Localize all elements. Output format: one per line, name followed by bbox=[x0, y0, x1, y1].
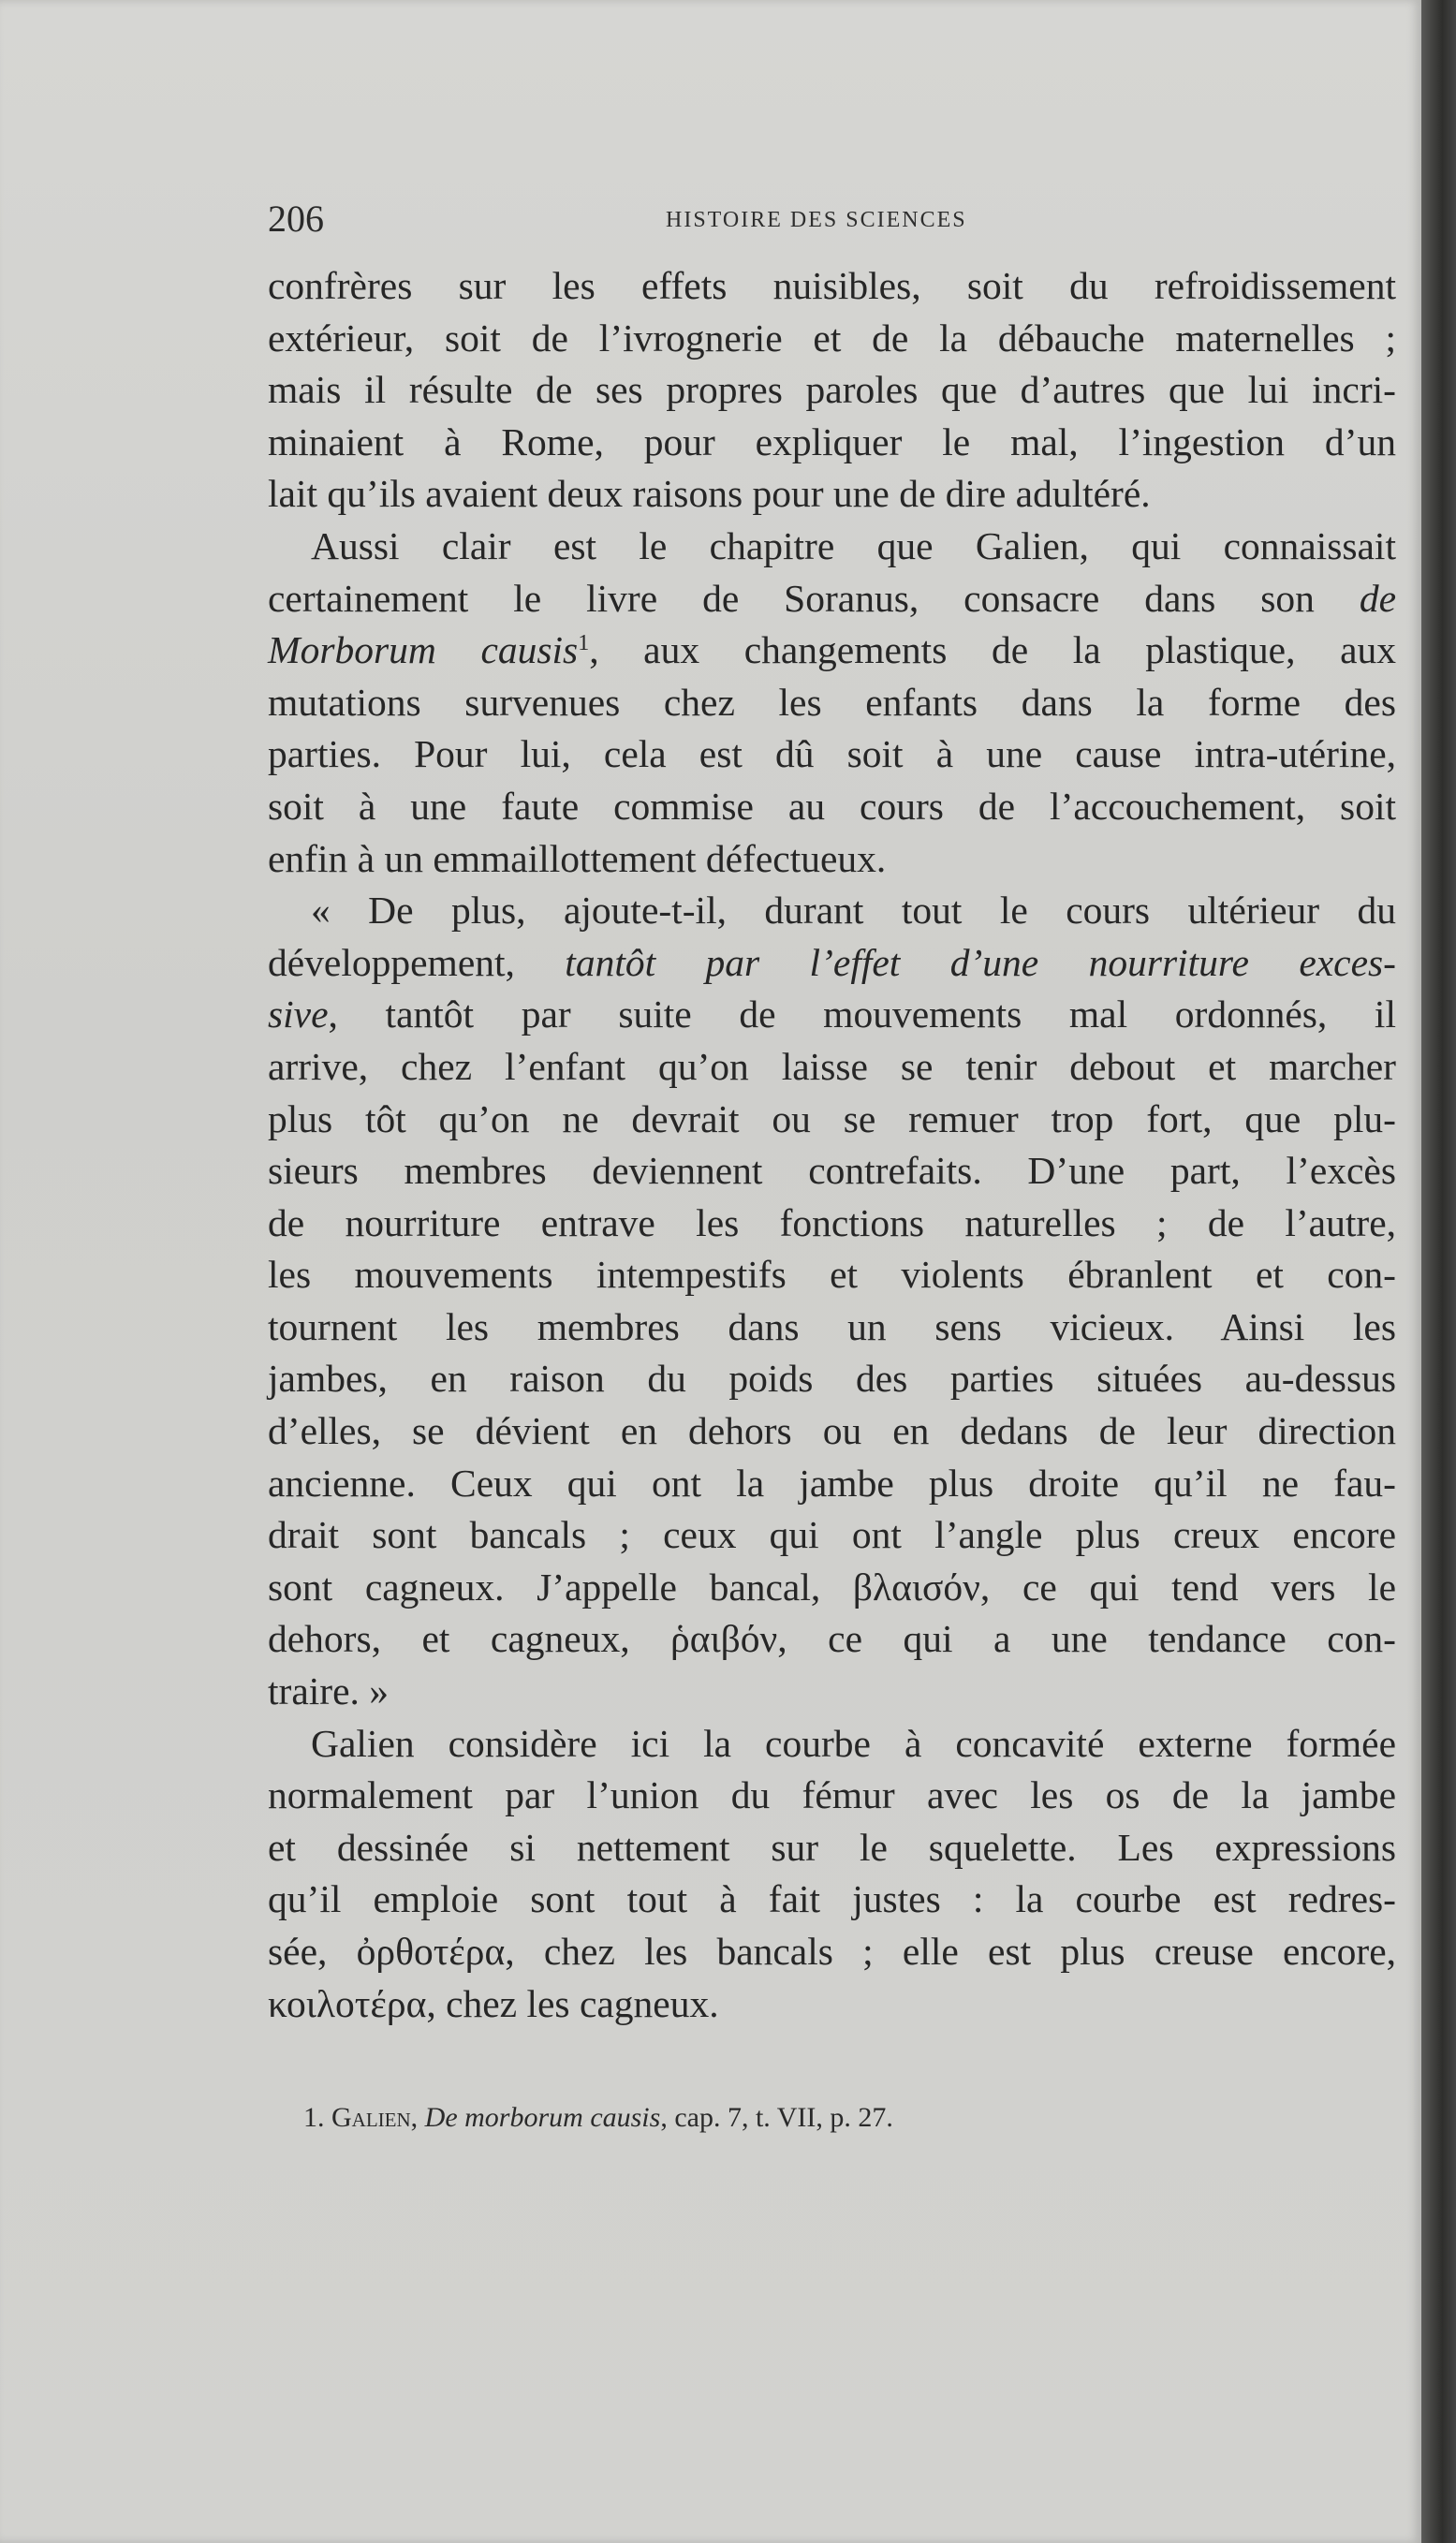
text-line: extérieur, soit de l’ivrognerie et de la débauche maternelles ; bbox=[268, 316, 1396, 360]
text-line: confrères sur les effets nuisibles, soit du refroidissement bbox=[268, 264, 1396, 307]
text-line bbox=[268, 625, 1396, 677]
text-line: enfin à un emmaillottement défectueux. bbox=[268, 836, 887, 880]
text-line: minaient à Rome, pour expliquer le mal, l’ingestion d’un bbox=[268, 419, 1396, 463]
italic-segment: tantôt par l’effet d’une nourriture exces- bbox=[565, 940, 1396, 984]
text-line: plus tôt qu’on ne devrait ou se remuer trop fort, que plu- bbox=[268, 1096, 1396, 1140]
text-line: κοιλοτέρα, chez les cagneux. bbox=[268, 1981, 719, 2025]
text-line bbox=[268, 989, 1396, 1041]
text-segment: développement, bbox=[268, 940, 515, 984]
footnote: 1. Galien, De morborum causis, cap. 7, t. VII, p. 27. bbox=[303, 2102, 893, 2133]
footnote-title: De morborum causis bbox=[424, 2102, 661, 2133]
text-line: jambes, en raison du poids des parties situées au-dessus bbox=[268, 1357, 1396, 1401]
text-line: normalement par l’union du fémur avec les os de la jambe bbox=[268, 1773, 1396, 1817]
text-line: Galien considère ici la courbe à concavité externe formée bbox=[311, 1721, 1396, 1765]
footnote-number: 1. bbox=[303, 2102, 325, 2133]
text-line: les mouvements intempestifs et violents ébranlent et con- bbox=[268, 1253, 1396, 1297]
text-line: et dessinée si nettement sur le squelette. Les expressions bbox=[268, 1825, 1396, 1869]
text-line: mais il résulte de ses propres paroles que d’autres que lui incri- bbox=[268, 368, 1396, 412]
text-line: d’elles, se dévient en dehors ou en dedans de leur direction bbox=[268, 1409, 1396, 1453]
text-line bbox=[268, 937, 1396, 990]
text-line: sieurs membres deviennent contrefaits. D’une part, l’excès bbox=[268, 1149, 1396, 1193]
text-line: ancienne. Ceux qui ont la jambe plus droite qu’il ne fau- bbox=[268, 1461, 1396, 1505]
text-line: parties. Pour lui, cela est dû soit à une cause intra-utérine, bbox=[268, 732, 1396, 776]
text-line: drait sont bancals ; ceux qui ont l’angle plus creux encore bbox=[268, 1513, 1396, 1557]
text-segment: , tantôt par suite de mouvements mal ordonnés, il bbox=[328, 992, 1396, 1036]
page-number: 206 bbox=[268, 198, 324, 240]
footnote-citation: , cap. 7, t. VII, p. 27. bbox=[660, 2102, 893, 2133]
text-line: sont cagneux. J’appelle bancal, βλαισόν, ce qui tend vers le bbox=[268, 1565, 1396, 1609]
text-line: traire. » bbox=[268, 1669, 390, 1713]
footnote-ref[interactable]: 1 bbox=[578, 631, 590, 656]
text-segment: certainement le livre de Soranus, consacre dans son bbox=[268, 576, 1315, 620]
text-line: mutations survenues chez les enfants dans la forme des bbox=[268, 680, 1396, 724]
book-edge bbox=[1421, 0, 1456, 2543]
footnote-author: Galien bbox=[331, 2102, 411, 2133]
text-line: lait qu’ils avaient deux raisons pour une de dire adultéré. bbox=[268, 472, 1151, 516]
text-line: Aussi clair est le chapitre que Galien, qui connaissait bbox=[311, 523, 1396, 567]
text-line: arrive, chez l’enfant qu’on laisse se tenir debout et marcher bbox=[268, 1044, 1396, 1088]
text-line: sée, ὀρθοτέρα, chez les bancals ; elle est plus creuse encore, bbox=[268, 1930, 1396, 1973]
page-header bbox=[268, 197, 1401, 243]
text-line: « De plus, ajoute-t-il, durant tout le cours ultérieur du bbox=[311, 889, 1396, 933]
body-text bbox=[268, 260, 1396, 2030]
text-line bbox=[268, 573, 1396, 625]
text-segment: , aux changements de la plastique, aux bbox=[589, 628, 1396, 672]
text-line: tournent les membres dans un sens vicieux. Ainsi les bbox=[268, 1304, 1396, 1348]
italic-segment: sive bbox=[268, 992, 329, 1036]
text-line: soit à une faute commise au cours de l’accouchement, soit bbox=[268, 784, 1396, 828]
text-line: qu’il emploie sont tout à fait justes : la courbe est redres- bbox=[268, 1877, 1396, 1921]
running-head: HISTOIRE DES SCIENCES bbox=[666, 208, 967, 232]
italic-segment: Morborum causis bbox=[268, 628, 579, 672]
text-line: de nourriture entrave les fonctions naturelles ; de l’autre, bbox=[268, 1200, 1396, 1244]
text-line: dehors, et cagneux, ῥαιβόν, ce qui a une tendance con- bbox=[268, 1617, 1396, 1661]
italic-segment: de bbox=[1359, 576, 1397, 620]
